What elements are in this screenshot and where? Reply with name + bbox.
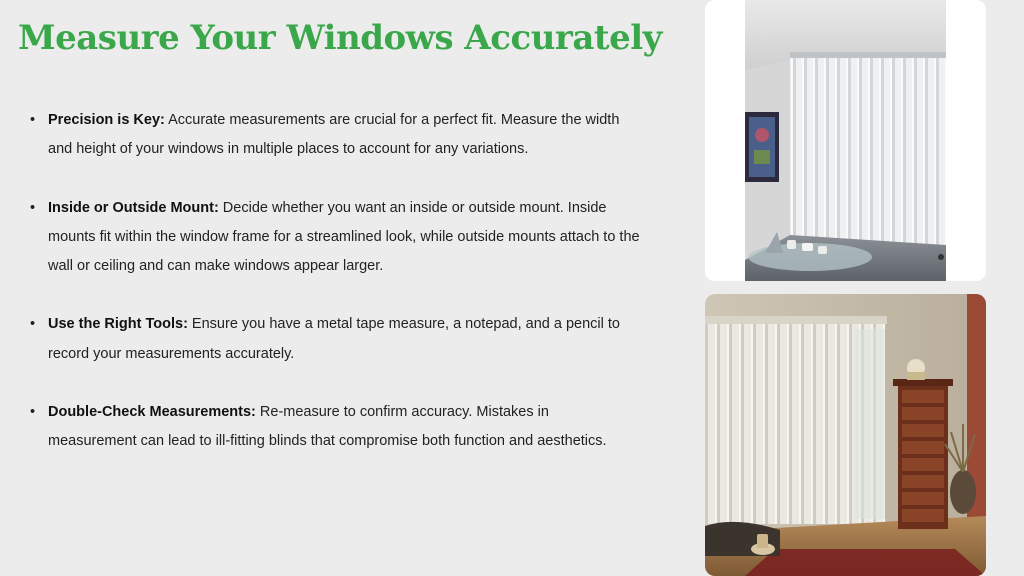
bullet-heading: Use the Right Tools: — [48, 316, 188, 333]
bullet-heading: Double-Check Measurements: — [48, 404, 256, 421]
vertical-blinds-room-image — [705, 0, 986, 281]
bullet-text: Ensure you have a metal tape measure, a notepad, and a pencil to record your measurements accurately. — [48, 316, 620, 362]
living-room-blinds-image — [705, 294, 986, 576]
bullet-heading: Inside or Outside Mount: — [48, 199, 219, 216]
bullet-item-double-check — [30, 398, 640, 457]
bullet-heading: Precision is Key: — [48, 112, 165, 128]
blinds-photo-bottom — [705, 294, 986, 576]
bullet-item-tools — [30, 310, 640, 369]
bullet-item-precision — [30, 106, 640, 165]
bullet-text: Accurate measurements are crucial for a perfect fit. Measure the width and height of your windows in multiple places to account for any variations. — [48, 112, 620, 158]
slide-title: Measure Your Windows Accurately — [18, 18, 662, 58]
bullet-text: Decide whether you want an inside or outside mount. Inside mounts fit within the window frame for a streamlined look, while outside mounts attach to the wall or ceiling and can make windows appear larger. — [48, 199, 640, 275]
bullet-list — [30, 106, 640, 486]
bullet-item-mount — [30, 194, 640, 282]
blinds-photo-top — [705, 0, 986, 281]
bullet-text: Re-measure to confirm accuracy. Mistakes in measurement can lead to ill-fitting blinds that compromise both function and aesthetics. — [48, 404, 607, 450]
